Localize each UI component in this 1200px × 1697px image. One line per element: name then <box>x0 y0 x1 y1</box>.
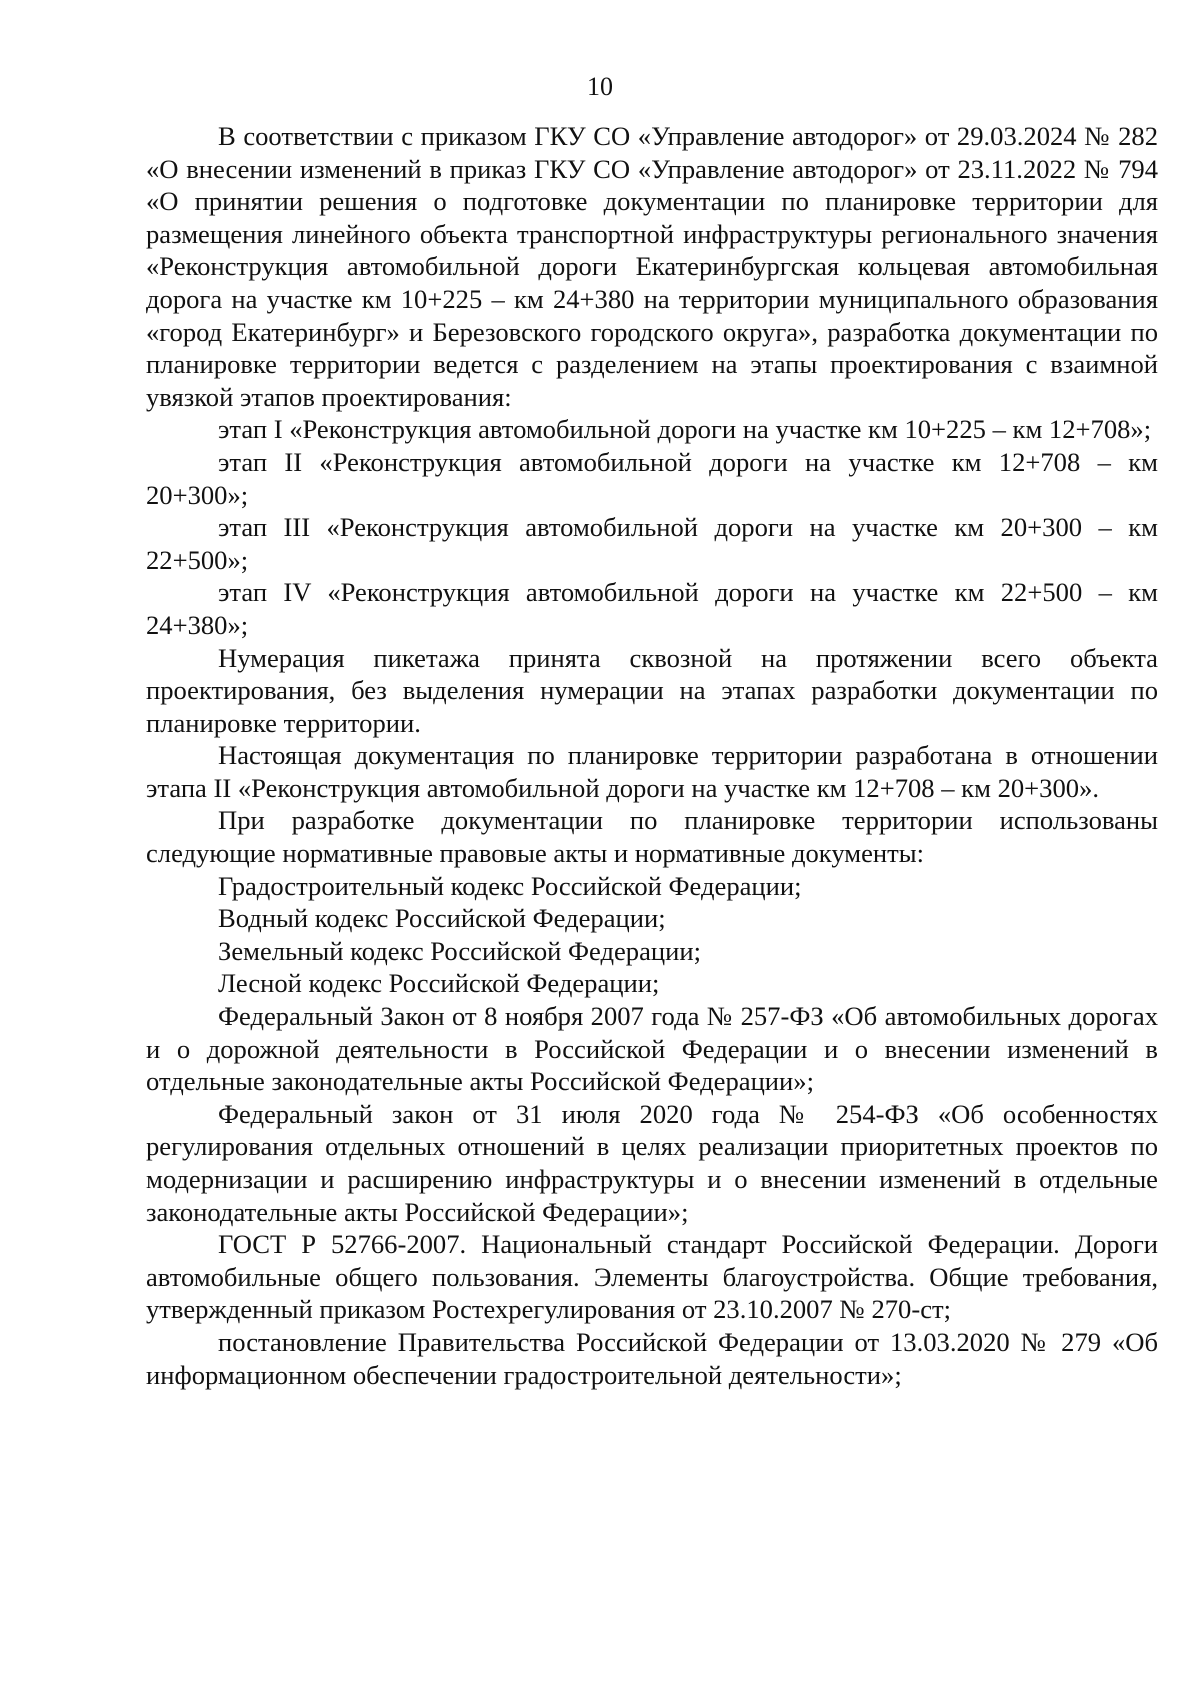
paragraph-references-intro: При разработке документации по планировке территории использованы следующие нормативные правовые акты и нормативные документы: <box>146 805 1158 869</box>
page-number: 10 <box>587 72 613 101</box>
reference-item: Градостроительный кодекс Российской Федерации; <box>218 870 802 901</box>
paragraph-scope: Настоящая документация по планировке территории разработана в отношении этапа II «Реконструкция автомобильной дороги на участке км 12+708 – км 20+300». <box>146 740 1158 803</box>
paragraph-stage-4: этап IV «Реконструкция автомобильной дороги на участке км 22+500 – км 24+380»; <box>146 577 1158 640</box>
reference-item: Водный кодекс Российской Федерации; <box>218 903 666 934</box>
reference-item: Лесной кодекс Российской Федерации; <box>218 968 660 999</box>
document-body <box>146 120 1158 1391</box>
paragraph-numbering: Нумерация пикетажа принята сквозной на протяжении всего объекта проектирования, без выделения нумерации на этапах разработки документации по планировке территории. <box>146 642 1158 738</box>
paragraph-stage-3: этап III «Реконструкция автомобильной дороги на участке км 20+300 – км 22+500»; <box>146 512 1158 575</box>
paragraph-intro: В соответствии с приказом ГКУ СО «Управление автодорог» от 29.03.2024 № 282 «О внесении изменений в приказ ГКУ СО «Управление автодорог» от 23.11.2022 № 794 «О принятии решения о подготовке документации по планировке территории для размещения линейного объекта транспортной инфраструктуры регионального значения «Реконструкция автомобильной дороги Екатеринбургская кольцевая автомобильная дорога на участке км 10+225 – км 24+380 на территории муниципального образования «город Екатеринбург» и Березовского городского округа», разработка документации по планировке территории ведется с разделением на этапы проектирования с взаимной увязкой этапов проектирования: <box>146 121 1158 412</box>
paragraph-stage-2: этап II «Реконструкция автомобильной дороги на участке км 12+708 – км 20+300»; <box>146 446 1158 510</box>
reference-item: Федеральный закон от 31 июля 2020 года № 254-ФЗ «Об особенностях регулирования отдельных отношений в целях реализации приоритетных проектов по модернизации и расширению инфраструктуры и о внесении изменений в отдельные законодательные акты Российской Федерации»; <box>146 1098 1158 1227</box>
reference-item: Земельный кодекс Российской Федерации; <box>218 935 701 966</box>
reference-item: Федеральный Закон от 8 ноября 2007 года № 257-ФЗ «Об автомобильных дорогах и о дорожной деятельности в Российской Федерации и о внесении изменений в отдельные законодательные акты Российской Федерации»; <box>146 1001 1158 1097</box>
reference-item: ГОСТ Р 52766-2007. Национальный стандарт Российской Федерации. Дороги автомобильные общего пользования. Элементы благоустройства. Общие требования, утвержденный приказом Ростехрегулирования от 23.10.2007 № 270-ст; <box>146 1229 1158 1325</box>
paragraph-stage-1: этап I «Реконструкция автомобильной дороги на участке км 10+225 – км 12+708»; <box>218 414 1152 445</box>
reference-item: постановление Правительства Российской Федерации от 13.03.2020 № 279 «Об информационном обеспечении градостроительной деятельности»; <box>146 1326 1158 1390</box>
